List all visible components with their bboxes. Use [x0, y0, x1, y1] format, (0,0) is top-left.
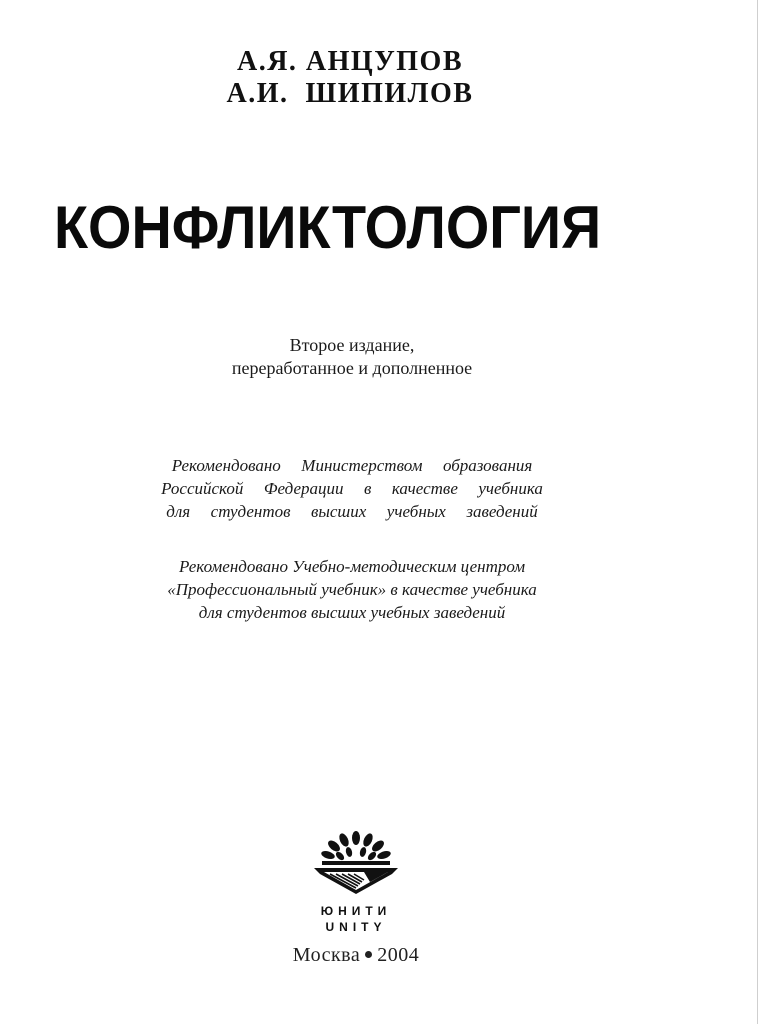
- recommendation-line: Рекомендовано Учебно-методическим центром: [178, 557, 526, 576]
- publisher-logo-text: ЮНИТИ: [320, 904, 392, 918]
- page-edge-line: [757, 0, 758, 1024]
- separator-dot-icon: [365, 951, 372, 958]
- center-recommendation: [0, 555, 704, 624]
- publication-year: 2004: [377, 944, 420, 966]
- recommendation-line: для студентов высших учебных заведений: [166, 502, 538, 521]
- recommendation-line: для студентов высших учебных заведений: [198, 603, 506, 622]
- publication-city: Москва: [292, 944, 361, 966]
- publisher-logo-text: UNITY: [325, 920, 387, 934]
- edition-line: переработанное и дополненное: [231, 358, 473, 378]
- publisher-logo: [300, 828, 412, 938]
- recommendation-line: Рекомендовано Министерством образования: [171, 456, 533, 475]
- publisher-emblem-icon: [300, 828, 412, 904]
- ministry-recommendation: [0, 454, 704, 523]
- recommendation-line: Российской Федерации в качестве учебника: [161, 479, 543, 498]
- book-title: КОНФЛИКТОЛОГИЯ: [54, 194, 602, 261]
- imprint: [0, 942, 712, 968]
- edition-note: [0, 334, 704, 380]
- edition-line: Второе издание,: [289, 335, 415, 355]
- author-name: А.И. ШИПИЛОВ: [226, 78, 474, 109]
- recommendation-line: «Профессиональный учебник» в качестве учебника: [167, 580, 537, 599]
- author-name: А.Я. АНЦУПОВ: [236, 46, 463, 77]
- authors-block: [0, 46, 700, 110]
